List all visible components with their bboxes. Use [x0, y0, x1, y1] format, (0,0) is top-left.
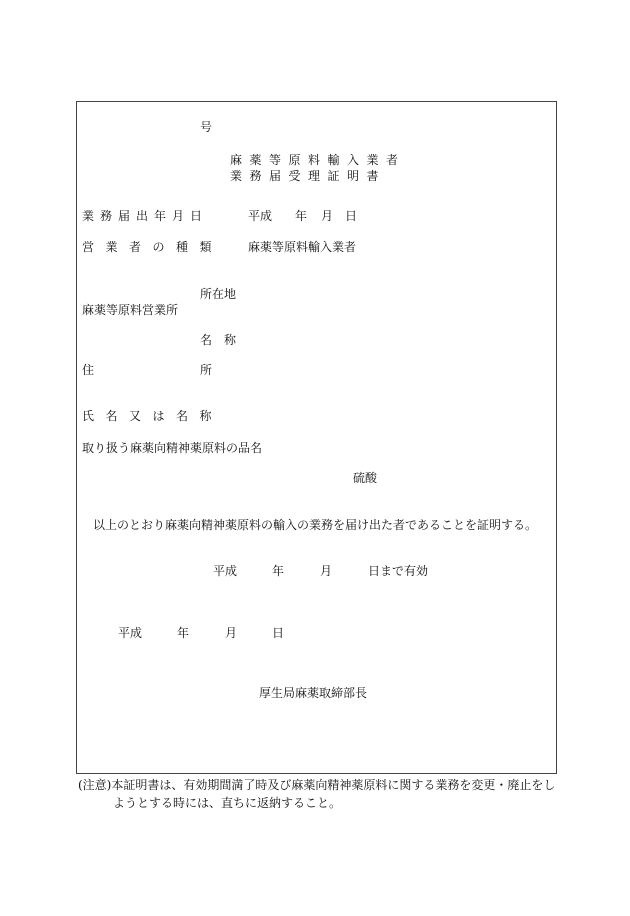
number-label: 号 — [200, 120, 213, 134]
notification-date-era: 平成 — [248, 209, 273, 223]
validity-era: 平成 — [213, 564, 238, 578]
products-label: 取り扱う麻薬向精神薬原料の品名 — [82, 441, 263, 455]
office-name-label: 名 称 — [200, 333, 237, 347]
business-type-value: 麻薬等原料輸入業者 — [248, 240, 357, 254]
products-value: 硫酸 — [353, 471, 378, 485]
name-label: 氏名又は名称 — [82, 409, 224, 423]
address-label-left: 住 — [82, 363, 95, 377]
title-line1: 麻薬等原料輸入業者 — [230, 153, 406, 167]
validity-month: 月 — [320, 564, 333, 578]
certification-text: 以上のとおり麻薬向精神薬原料の輸入の業務を届け出た者であることを証明する。 — [93, 518, 538, 532]
notification-date-label: 業務届出年月日 — [82, 209, 209, 223]
certificate-frame — [76, 101, 557, 774]
issuer: 厚生局麻薬取締部長 — [259, 686, 368, 700]
issue-date-day: 日 — [272, 626, 285, 640]
address-label-right: 所 — [200, 363, 213, 377]
notification-date-year: 年 — [295, 209, 308, 223]
note-line1: (注意)本証明書は、有効期間満了時及び麻薬向精神薬原料に関する業務を変更・廃止をし — [78, 778, 556, 792]
validity-year: 年 — [272, 564, 285, 578]
title-line2: 業務届受理証明書 — [230, 169, 387, 183]
issue-date-month: 月 — [225, 626, 238, 640]
notification-date-day: 日 — [345, 209, 358, 223]
issue-date-era: 平成 — [118, 626, 143, 640]
business-type-label: 営業者の種類 — [82, 240, 224, 254]
notification-date-month: 月 — [321, 209, 334, 223]
issue-date-year: 年 — [177, 626, 190, 640]
office-location-label: 所在地 — [200, 287, 237, 301]
note-line2: ようとする時には、直ちに返納すること。 — [113, 796, 342, 810]
office-label: 麻薬等原料営業所 — [82, 303, 179, 317]
validity-day: 日まで有効 — [368, 564, 429, 578]
